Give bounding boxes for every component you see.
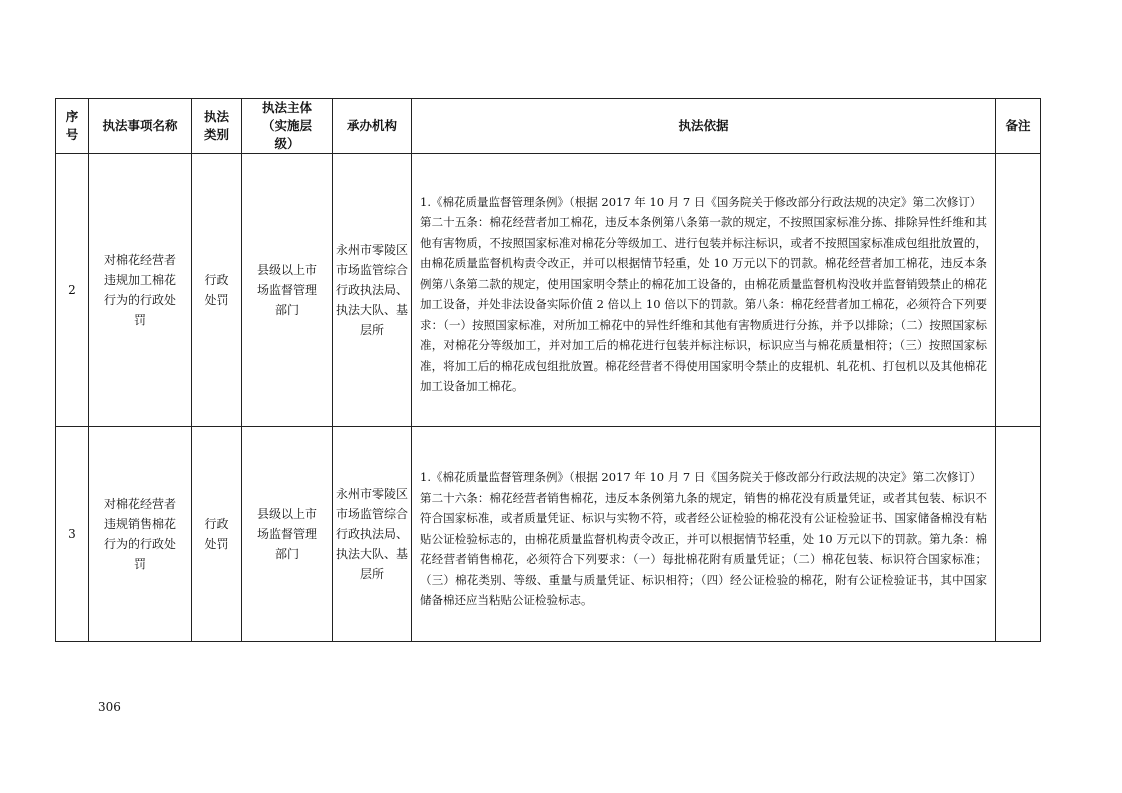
basis-body: 第二十六条：棉花经营者销售棉花，违反本条例第九条的规定，销售的棉花没有质量凭证，或者其包装、标识不符合国家标准，或者质量凭证、标识与实物不符，或者经公证检验的棉花没有公证检验证书、国家储备棉没有粘贴公证检验标志的，由棉花质量监督机构责令改正，并可以根据情节轻重，处 10 万元以下的罚款。第九条：棉花经营者销售棉花，必须符合下列要求：（一）每批棉花附有质量凭证；（二）棉花包装、标识符合国家标准；（三）棉花类别、等级、重量与质量凭证、标识相符；（四）经公证检验的棉花，附有公证检验证书，其中国家储备棉还应当粘贴公证检验标志。 bbox=[420, 490, 987, 608]
basis-title: 1.《棉花质量监督管理条例》（根据 2017 年 10 月 7 日《国务院关于修改部分行政法规的决定》第二次修订） bbox=[420, 194, 982, 209]
basis-title: 1.《棉花质量监督管理条例》（根据 2017 年 10 月 7 日《国务院关于修改部分行政法规的决定》第二次修订） bbox=[420, 470, 982, 485]
basis-body: 第二十五条：棉花经营者加工棉花，违反本条例第八条第一款的规定，不按照国家标准分拣、排除异性纤维和其他有害物质，不按照国家标准对棉花分等级加工、进行包装并标注标识，或者不按照国家标准成包组批放置的，由棉花质量监督机构责令改正，并可以根据情节轻重，处 10 万元以下的罚款。棉花经营者加工棉花，违反本条例第八条第二款的规定，使用国家明令禁止的棉花加工设备的，由棉花质量监督机构没收并监督销毁禁止的棉花加工设备，并处非法设备实际价值 2 倍以上 10 倍以下的罚款。第八条：棉花经营者加工棉花，必须符合下列要求：（一）按照国家标准，对所加工棉花中的异性纤维和其他有害物质进行分拣，并予以排除；（二）按照国家标准，对棉花分等级加工，并对加工后的棉花进行包装并标注标识，标识应当与棉花质量相符；（三）按照国家标准，将加工后的棉花成包组批放置。棉花经营者不得使用国家明令禁止的皮辊机、轧花机、打包机以及其他棉花加工设备加工棉花。 bbox=[420, 215, 987, 393]
cell-basis bbox=[412, 154, 996, 427]
page-number: 306 bbox=[98, 700, 121, 714]
cell-subject: 县级以上市场监督管理部门 bbox=[242, 427, 333, 642]
table-header-row bbox=[56, 99, 1041, 154]
cell-note bbox=[996, 154, 1041, 427]
header-no: 序号 bbox=[56, 99, 89, 154]
table-row bbox=[56, 427, 1041, 642]
header-subject: 执法主体（实施层级） bbox=[242, 99, 333, 154]
cell-category: 行政处罚 bbox=[192, 427, 242, 642]
table-row bbox=[56, 154, 1041, 427]
cell-org: 永州市零陵区市场监管综合行政执法局、执法大队、基层所 bbox=[333, 154, 412, 427]
law-enforcement-table bbox=[55, 98, 1041, 642]
header-category: 执法类别 bbox=[192, 99, 242, 154]
header-note: 备注 bbox=[996, 99, 1041, 154]
cell-basis bbox=[412, 427, 996, 642]
cell-no: 2 bbox=[56, 154, 89, 427]
cell-no: 3 bbox=[56, 427, 89, 642]
cell-name: 对棉花经营者违规加工棉花行为的行政处罚 bbox=[89, 154, 192, 427]
header-basis: 执法依据 bbox=[412, 99, 996, 154]
cell-org: 永州市零陵区市场监管综合行政执法局、执法大队、基层所 bbox=[333, 427, 412, 642]
header-org: 承办机构 bbox=[333, 99, 412, 154]
cell-note bbox=[996, 427, 1041, 642]
cell-category: 行政处罚 bbox=[192, 154, 242, 427]
cell-name: 对棉花经营者违规销售棉花行为的行政处罚 bbox=[89, 427, 192, 642]
header-name: 执法事项名称 bbox=[89, 99, 192, 154]
cell-subject: 县级以上市场监督管理部门 bbox=[242, 154, 333, 427]
